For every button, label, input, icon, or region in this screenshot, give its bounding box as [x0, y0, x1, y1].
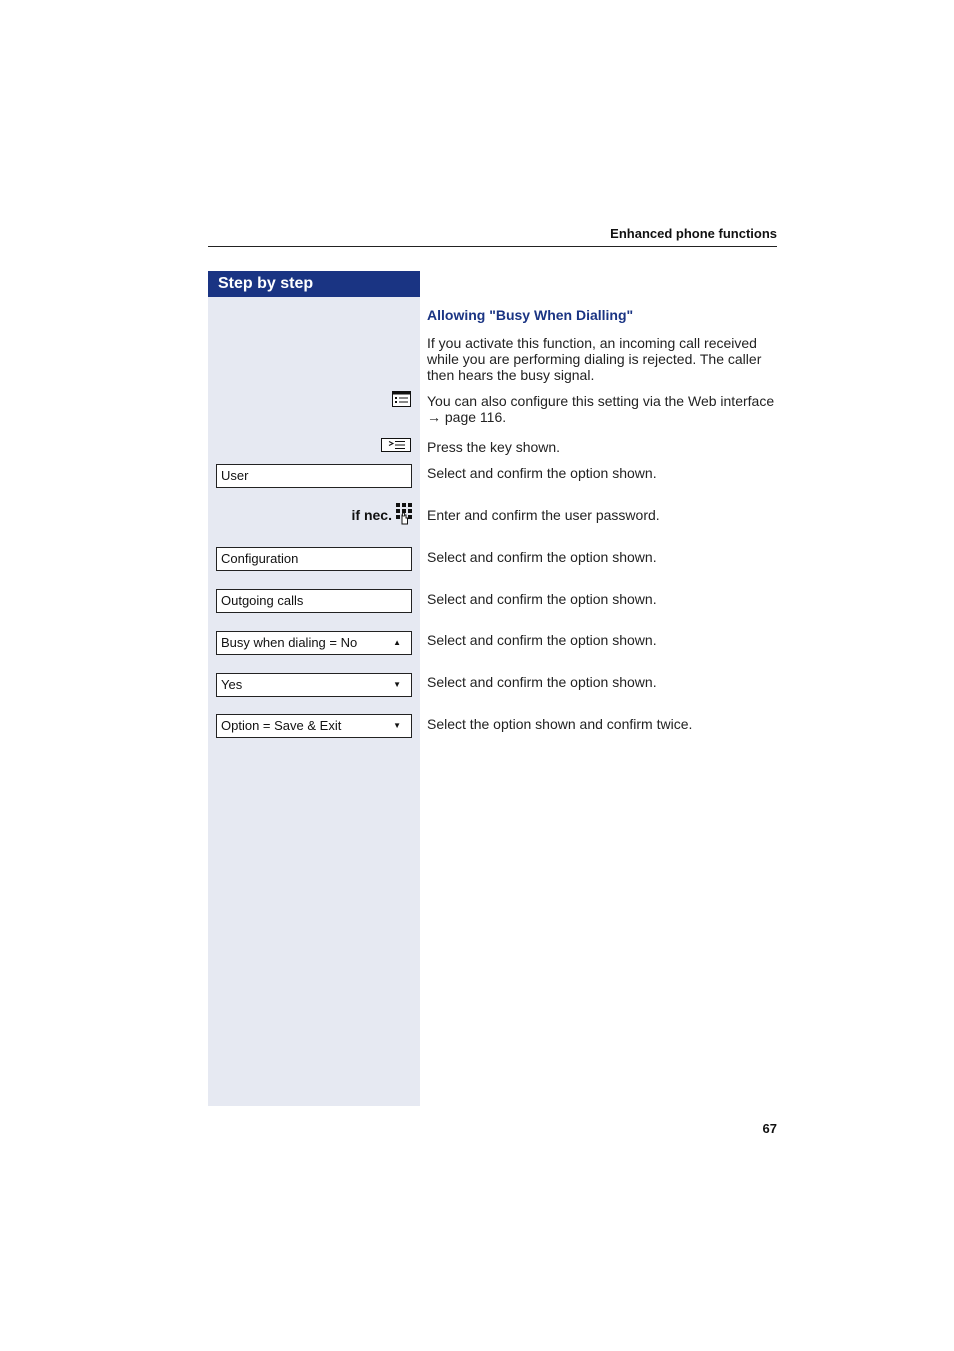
header-divider [208, 246, 777, 247]
running-header: Enhanced phone functions [610, 226, 777, 241]
step-select-configuration: Select and confirm the option shown. [427, 549, 657, 565]
menu-option-label: Outgoing calls [221, 593, 304, 608]
menu-option-save-exit[interactable] [216, 714, 412, 738]
note-line-1: You can also configure this setting via the Web interface [427, 393, 775, 409]
menu-option-yes[interactable] [216, 673, 412, 697]
step-save-exit: Select the option shown and confirm twice. [427, 716, 693, 732]
step-select-busy-when-dialing: Select and confirm the option shown. [427, 632, 657, 648]
step-enter-password: Enter and confirm the user password. [427, 507, 660, 523]
menu-option-label: Configuration [221, 551, 299, 566]
menu-option-outgoing-calls[interactable] [216, 589, 412, 613]
menu-option-label: Yes [221, 677, 243, 692]
arrow-down-icon: ▼ [393, 680, 401, 689]
menu-option-configuration[interactable] [216, 547, 412, 571]
note-text [427, 393, 782, 425]
menu-option-label: Option = Save & Exit [221, 718, 342, 733]
step-select-user: Select and confirm the option shown. [427, 465, 657, 481]
page-reference: → page 116. [427, 409, 507, 425]
arrow-down-icon: ▼ [393, 721, 401, 730]
sidebar-title: Step by step [208, 271, 420, 297]
page-number: 67 [762, 1121, 777, 1136]
section-heading: Allowing "Busy When Dialling" [427, 307, 634, 323]
step-select-outgoing-calls: Select and confirm the option shown. [427, 591, 657, 607]
menu-option-label: User [221, 468, 249, 483]
menu-key-icon [381, 438, 411, 457]
intro-paragraph: If you activate this function, an incoming call received while you are performing dialing is rejected. The caller then hears the busy signal. [427, 335, 762, 383]
if-necessary-label: if nec. [351, 507, 392, 523]
menu-option-user[interactable] [216, 464, 412, 488]
keypad-icon [395, 502, 413, 531]
menu-option-label: Busy when dialing = No [221, 635, 358, 650]
step-select-yes: Select and confirm the option shown. [427, 674, 657, 690]
arrow-up-icon: ▲ [393, 638, 401, 647]
menu-option-busy-when-dialing[interactable] [216, 631, 412, 655]
note-icon [392, 391, 411, 412]
step-press-key: Press the key shown. [427, 439, 561, 455]
